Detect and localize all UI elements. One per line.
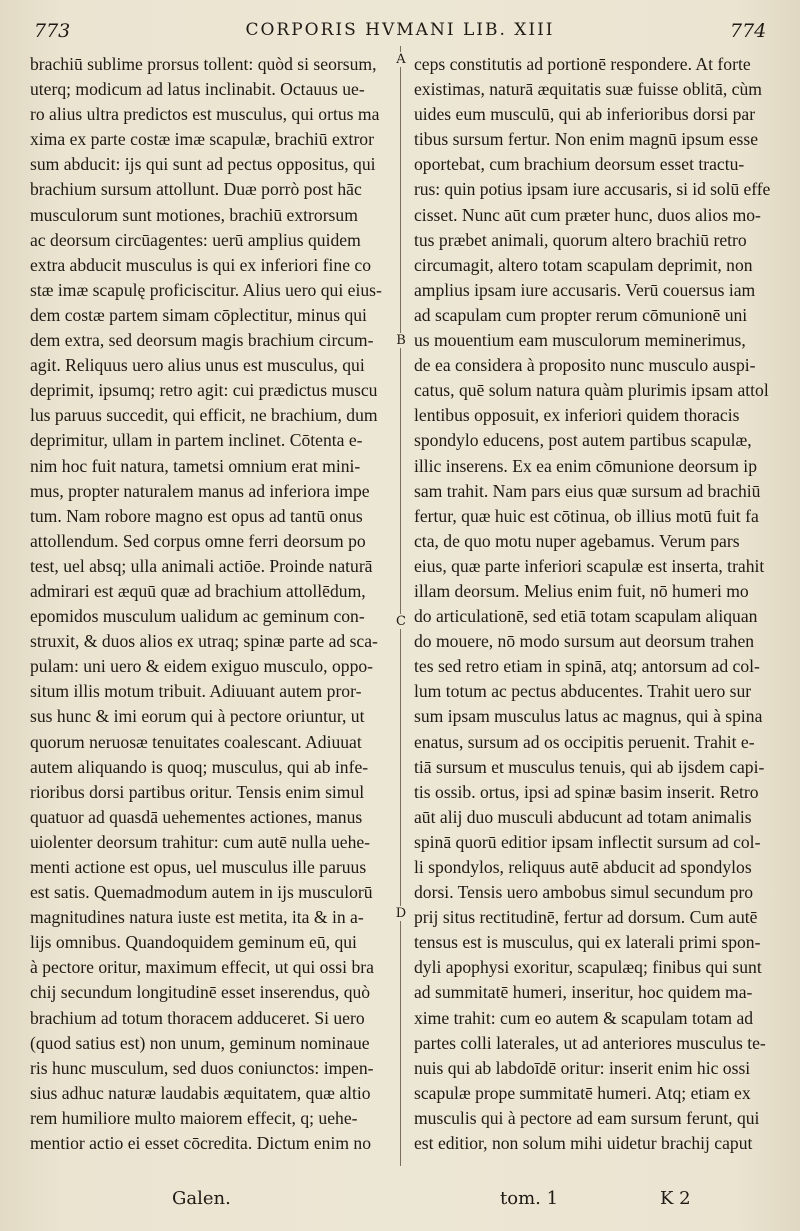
text-line: de ea considera à proposito nunc musculo auspi- <box>414 355 756 376</box>
text-line: brachium ad totum thoracem adduceret. Si uero <box>30 1007 365 1028</box>
text-line <box>414 1156 770 1160</box>
text-line: fertur, quæ huic est cōtinua, ob illius motū fuit fa <box>414 505 759 526</box>
text-line: tes sed retro etiam in spinā, atq; antorsum ad col- <box>414 656 760 677</box>
text-line <box>30 1156 392 1160</box>
text-line: dem costæ partem simam cōplectitur, minus qui <box>30 304 367 325</box>
text-line: est satis. Quemadmodum autem in ijs musculorū <box>30 882 373 903</box>
text-line: sius adhuc naturæ laudabis æquitatem, quæ altio <box>30 1082 371 1103</box>
text-line: stæ imæ scapulę proficiscitur. Alius uero qui eius- <box>30 279 382 300</box>
text-line: mus, propter naturalem manus ad inferiora impe <box>30 480 370 501</box>
text-line: tibus sursum fertur. Non enim magnū ipsum esse <box>414 129 759 150</box>
text-column-right <box>414 52 770 1160</box>
text-line: test, uel absq; ulla animali actiōe. Proinde naturā <box>30 555 373 576</box>
text-line: dem extra, sed deorsum magis brachium circum- <box>30 330 374 351</box>
text-line: sum abducit: ijs qui sunt ad pectus oppositus, qui <box>30 154 376 175</box>
text-line: circumagit, altero totam scapulam deprimit, non <box>414 254 753 275</box>
text-line: cisset. Nunc aūt cum præter hunc, duos alios mo- <box>414 204 761 225</box>
text-line: tum. Nam robore magno est opus ad tantū onus <box>30 505 363 526</box>
text-line: rus: quin potius ipsam iure accusaris, si id solū effe <box>414 179 770 200</box>
margin-marker-b: B <box>394 333 408 348</box>
text-line: lentibus opposuit, ex inferiori quidem thoracis <box>414 405 740 426</box>
text-line: brachiū sublime prorsus tollent: quòd si seorsum, <box>30 54 377 74</box>
text-line: dorsi. Tensis uero ambobus simul secundum pro <box>414 882 754 903</box>
text-line: lus paruus succedit, qui efficit, ne brachium, dum <box>30 405 378 426</box>
text-line: li spondylos, reliquus autē abducit ad spondylos <box>414 857 752 877</box>
text-line: enatus, sursum ad os occipitis peruenit. Trahit e- <box>414 731 755 752</box>
text-line: struxit, & duos alios ex utraq; spinæ parte ad sca- <box>30 631 378 652</box>
text-line: illic inserens. Ex ea enim cōmunione deorsum ip <box>414 455 757 476</box>
text-line: à pectore oritur, maximum effecit, ut qui ossi bra <box>30 957 374 978</box>
text-line: ro alius ultra predictos est musculus, qui ortus ma <box>30 104 380 125</box>
text-line: nuis qui ab labdoīdē oritur: inserit enim hic ossi <box>414 1057 751 1078</box>
page-number-left: 773 <box>34 20 71 42</box>
text-line: chij secundum longitudinē esset inserendus, quò <box>30 982 371 1003</box>
text-line: sus hunc & imi eorum qui à pectore oriuntur, ut <box>30 706 365 727</box>
running-title: CORPORIS HVMANI LIB. XIII <box>245 20 555 40</box>
text-line: prij situs rectitudinē, fertur ad dorsum. Cum autē <box>414 907 758 928</box>
text-line: xima ex parte costæ imæ scapulæ, brachiū extror <box>30 129 374 150</box>
text-line: partes colli laterales, ut ad anteriores musculus te- <box>414 1032 766 1053</box>
text-line: musculorum sunt motiones, brachiū extrorsum <box>30 204 358 225</box>
text-line: lijs omnibus. Quandoquidem geminum eū, qui <box>30 932 357 953</box>
page-number-right: 774 <box>730 20 767 42</box>
text-line: cta, de quo motu nuper agebamus. Verum pars <box>414 530 740 551</box>
text-line: quorum neruosæ tenuitates coalescant. Adiuuat <box>30 731 362 752</box>
text-line: xime trahit: cum eo autem & scapulam totam ad <box>414 1007 754 1028</box>
catchword: Galen. <box>172 1188 231 1209</box>
text-line: situm illis motum tribuit. Adiuuant autem pror- <box>30 681 362 702</box>
text-line: tiā sursum et musculus tenuis, qui ab ijsdem capi- <box>414 756 765 777</box>
text-line: oportebat, cum brachium deorsum esset tractu- <box>414 154 745 175</box>
text-line: sam trahit. Nam pars eius quæ sursum ad brachiū <box>414 480 761 501</box>
text-line: rem humiliore multo maiorem effecit, q; uehe- <box>30 1107 358 1128</box>
text-line: nim hoc fuit natura, tametsi omnium erat mini- <box>30 455 361 476</box>
margin-marker-c: C <box>394 614 408 629</box>
text-line: us mouentium eam musculorum meminerimus, <box>414 330 746 351</box>
text-line: illam deorsum. Melius enim fuit, nō humeri mo <box>414 580 749 601</box>
text-line: menti actione est opus, uel musculus ille paruus <box>30 857 367 877</box>
text-line: do mouere, nō modo sursum aut deorsum trahen <box>414 631 755 652</box>
text-line: spondylo educens, post autem partibus scapulæ, <box>414 430 752 451</box>
text-line: do articulationē, sed etiā totam scapulam aliquan <box>414 606 758 627</box>
text-line: pulam: uni uero & eidem exiguo musculo, oppo- <box>30 656 374 677</box>
text-line: existimas, naturā æquitatis suæ fuisse oblitā, cùm <box>414 79 762 100</box>
text-line: uides eum musculū, qui ab inferioribus dorsi par <box>414 104 756 125</box>
column-divider <box>400 46 401 1166</box>
text-line: scapulæ prope summitatē humeri. Atq; etiam ex <box>414 1082 751 1103</box>
text-line: ris hunc musculum, sed duos coniunctos: impen- <box>30 1057 374 1078</box>
text-line: sum ipsam musculus latus ac magnus, qui à spina <box>414 706 763 727</box>
text-line: amplius ipsam iure accusaris. Verū couersus iam <box>414 279 756 300</box>
text-line: musculis qui à pectore ad eam sursum ferunt, qui <box>414 1107 760 1128</box>
text-line: aūt alij duo musculi abducunt ad totam animalis <box>414 806 752 827</box>
text-line: ad summitatē humeri, inseritur, hoc quidem ma- <box>414 982 753 1003</box>
text-line: brachium sursum attollunt. Duæ porrò post hāc <box>30 179 362 200</box>
text-line: uterq; modicum ad latus inclinabit. Octauus ue- <box>30 79 365 100</box>
text-line: rioribus dorsi partibus oritur. Tensis enim simul <box>30 781 365 802</box>
margin-marker-a: A <box>394 52 408 67</box>
text-line: lum totum ac pectus abducentes. Trahit uero sur <box>414 681 752 702</box>
text-line: ceps constitutis ad portionē respondere. At forte <box>414 54 751 74</box>
text-line: quatuor ad quasdā uehementes actiones, manus <box>30 806 363 827</box>
text-line: attollendum. Sed corpus omne ferri deorsum po <box>30 530 366 551</box>
text-line: eius, quæ parte inferiori scapulæ est inserta, trahit <box>414 555 765 576</box>
text-line: magnitudines natura iuste est metita, ita & in a- <box>30 907 364 928</box>
text-line: (quod satius est) non unum, geminum nominaue <box>30 1032 370 1053</box>
text-line: ac deorsum circūagentes: uerū amplius quidem <box>30 229 361 250</box>
text-line: catus, quē solum natura quàm plurimis ipsam attol <box>414 380 769 401</box>
text-line: deprimitur, ullam in partem inclinet. Cōtenta e- <box>30 430 363 451</box>
text-line: tensus est is musculus, qui ex laterali primi spon- <box>414 932 761 953</box>
text-line: est editior, non solum mihi uidetur brachij caput <box>414 1133 753 1154</box>
text-line: agit. Reliquus uero alius unus est musculus, qui <box>30 355 365 376</box>
text-line: extra abducit musculus is qui ex inferiori fine co <box>30 254 372 275</box>
text-line: dyli apophysi exoritur, scapulæq; finibus qui sunt <box>414 957 762 978</box>
text-line: epomidos musculum ualidum ac geminum con- <box>30 606 365 627</box>
text-line: ad scapulam cum propter rerum cōmunionē uni <box>414 304 748 325</box>
text-line: mentior actio ei esset cōcredita. Dictum enim no <box>30 1133 372 1154</box>
text-line: deprimit, ipsumq; retro agit: cui prædictus muscu <box>30 380 378 401</box>
text-line: uiolenter deorsum trahitur: cum autē nulla uehe- <box>30 831 371 852</box>
text-line: tis ossib. ortus, ipsi ad spinæ basim inserit. Retro <box>414 781 759 802</box>
volume-mark: tom. 1 <box>500 1188 559 1209</box>
text-line: tus præbet animali, quorum altero brachiū retro <box>414 229 747 250</box>
margin-marker-d: D <box>395 906 407 921</box>
text-line: spinā quorū editior ipsam inflectit sursum ad col- <box>414 831 761 852</box>
signature-mark: K 2 <box>660 1188 691 1209</box>
text-line: admirari est æquū quæ ad brachium attollēdum, <box>30 580 366 601</box>
text-column-left <box>30 52 392 1160</box>
text-line: autem aliquando is quoq; musculus, qui ab infe- <box>30 756 369 777</box>
